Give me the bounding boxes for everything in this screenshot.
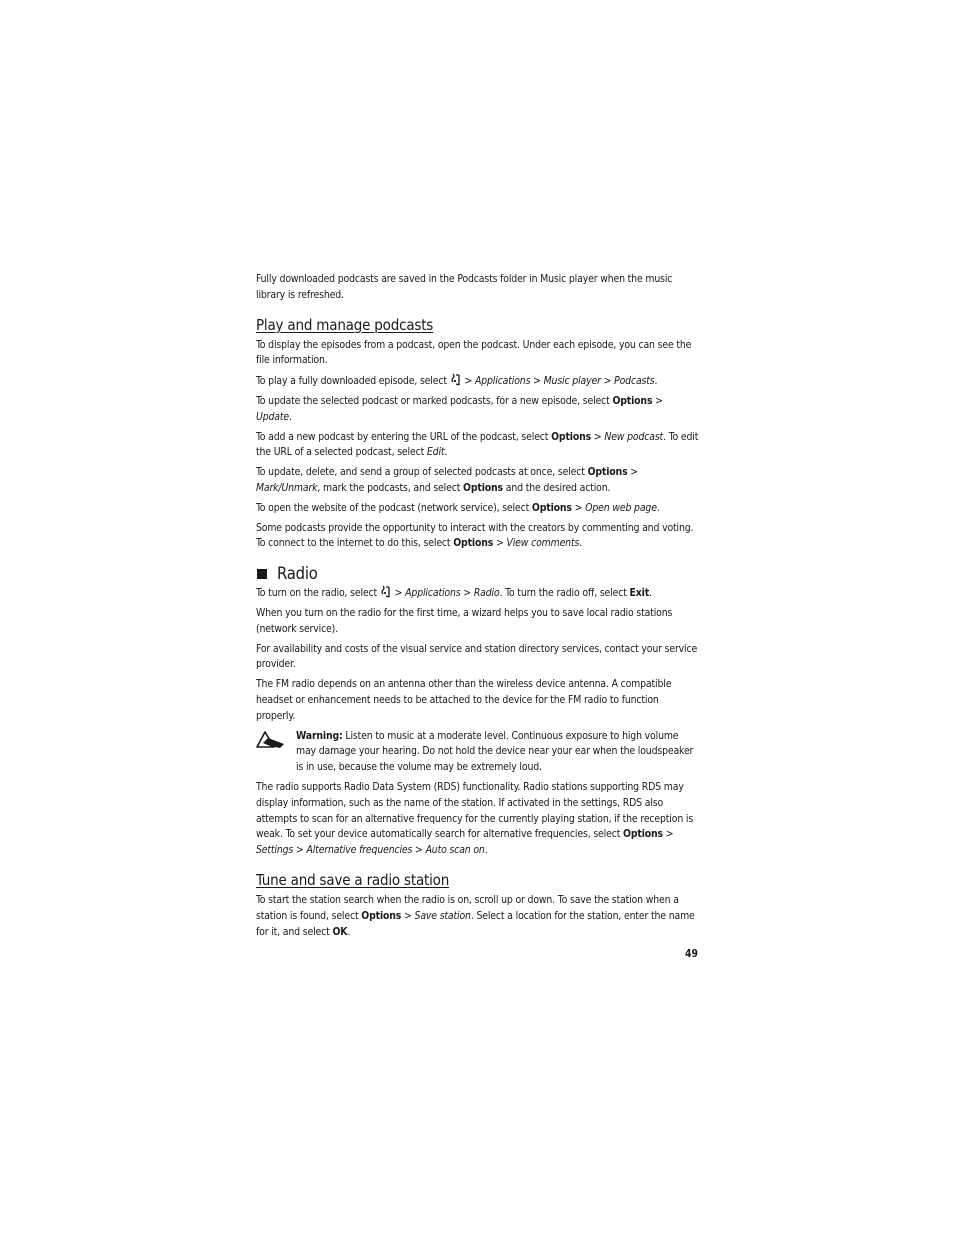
radio-paragraph-3: For availability and costs of the visual service and station directory services, contact your service provider. [256, 642, 698, 671]
warning-note [256, 729, 700, 776]
warning-text [296, 729, 700, 776]
podcasts-paragraph-1: To display the episodes from a podcast, open the podcast. Under each episode, you can see the file information. [256, 338, 692, 367]
text: > [461, 375, 475, 388]
menu-mark-unmark: Mark/Unmark [256, 481, 318, 494]
text: > [571, 501, 586, 514]
exit-softkey: Exit [629, 587, 650, 600]
menu-auto-scan-on: Auto scan on [425, 844, 485, 857]
menu-radio: Radio [473, 587, 500, 600]
menu-key-icon [381, 585, 391, 598]
text: . [656, 501, 660, 514]
text: To turn on the radio, select [256, 587, 380, 600]
text: The radio supports Radio Data System (RDS) functionality. Radio stations supporting RDS may display information, such as the name of the station. If activated in the settings, RDS also attempts to scan for an alternative frequency for the currently playing station, if the reception is weak. To set your device automatically search for alternative frequencies, select [256, 780, 694, 841]
text: . [649, 587, 652, 600]
menu-applications: Applications [474, 375, 531, 388]
text: . [484, 844, 488, 857]
menu-save-station: Save station [414, 909, 471, 922]
menu-edit: Edit [426, 446, 445, 459]
text: . [444, 446, 448, 459]
text: > [652, 394, 663, 407]
heading-radio-text: Radio [277, 564, 318, 584]
text: . [347, 925, 351, 938]
intro-paragraph: Fully downloaded podcasts are saved in the Podcasts folder in Music player when the music library is refreshed. [256, 273, 673, 301]
heading-tune-save-station: Tune and save a radio station [256, 870, 450, 889]
options-softkey: Options [612, 394, 653, 407]
text: Listen to music at a moderate level. Continuous exposure to high volume may damage your hearing. Do not hold the device near your ear when the loudspeaker is in use, because the volume may be extremely loud. [296, 729, 694, 774]
text: To update, delete, and send a group of selected podcasts at once, select [256, 466, 588, 479]
options-softkey: Options [453, 537, 494, 550]
text: To add a new podcast by entering the URL of the podcast, select [256, 430, 552, 443]
page-number: 49 [684, 948, 698, 960]
text: > [401, 909, 415, 922]
page-content [256, 272, 700, 944]
menu-new-podcast: New podcast [604, 430, 664, 443]
heading-play-manage-podcasts: Play and manage podcasts [256, 315, 434, 334]
podcasts-paragraph-6 [256, 501, 700, 517]
radio-paragraph-5 [256, 780, 700, 859]
text: , mark the podcasts, and select [317, 481, 464, 494]
text: > [412, 844, 426, 857]
text: To start the station search when the radio is on, scroll up or down. To save the station when a station is found, select [256, 893, 679, 922]
options-softkey: Options [623, 828, 663, 841]
radio-paragraph-4: The FM radio depends on an antenna other than the wireless device antenna. A compatible headset or enhancement needs to be attached to the device for the FM radio to function properly. [256, 678, 672, 722]
podcasts-paragraph-4 [256, 430, 700, 462]
text: Some podcasts provide the opportunity to interact with the creators by commenting and voting. To connect to the internet to do this, select [256, 521, 694, 550]
text: > [460, 587, 474, 600]
menu-open-web-page: Open web page [585, 501, 657, 514]
text: > [530, 375, 544, 388]
menu-settings: Settings [256, 844, 294, 857]
podcasts-paragraph-3 [256, 394, 700, 426]
radio-paragraph-1 [256, 585, 700, 602]
tune-paragraph-1 [256, 893, 700, 940]
menu-podcasts: Podcasts [614, 375, 655, 388]
menu-view-comments: View comments [506, 537, 580, 550]
options-softkey: Options [361, 909, 402, 922]
menu-key-icon [451, 373, 461, 386]
text: . [288, 410, 292, 423]
menu-update: Update [256, 410, 289, 423]
section-square-bullet [257, 569, 267, 579]
text: > [627, 466, 638, 479]
text: . Select a location for the station, enter the name for it, and select [256, 909, 695, 938]
options-softkey: Options [463, 481, 503, 494]
options-softkey: Options [531, 501, 572, 514]
menu-alternative-frequencies: Alternative frequencies [306, 844, 413, 857]
text: To update the selected podcast or marked podcasts, for a new episode, select [256, 394, 613, 407]
text: . To edit the URL of a selected podcast, select [256, 430, 699, 459]
ok-softkey: OK [332, 925, 348, 938]
text: > [493, 537, 507, 550]
podcasts-paragraph-5 [256, 465, 700, 497]
text: . [654, 375, 658, 388]
text: > [591, 430, 605, 443]
podcasts-paragraph-7 [256, 521, 700, 553]
options-softkey: Options [587, 466, 628, 479]
podcasts-paragraph-2 [256, 373, 700, 390]
options-softkey: Options [551, 430, 592, 443]
menu-applications: Applications [405, 587, 461, 600]
text: To play a fully downloaded episode, select [256, 375, 450, 388]
text: and the desired action. [502, 481, 611, 494]
text: > [662, 828, 674, 841]
text: > [391, 587, 406, 600]
text: . To turn the radio off, select [499, 587, 630, 600]
warning-triangle-icon [256, 729, 296, 755]
text: . [579, 537, 583, 550]
text: To open the website of the podcast (network service), select [256, 501, 532, 514]
radio-paragraph-2: When you turn on the radio for the first time, a wizard helps you to save local radio stations (network service). [256, 606, 673, 635]
text: > [600, 375, 615, 388]
text: > [293, 844, 307, 857]
heading-radio [256, 564, 700, 583]
menu-music-player: Music player [543, 375, 601, 388]
warning-label: Warning: [296, 729, 343, 742]
